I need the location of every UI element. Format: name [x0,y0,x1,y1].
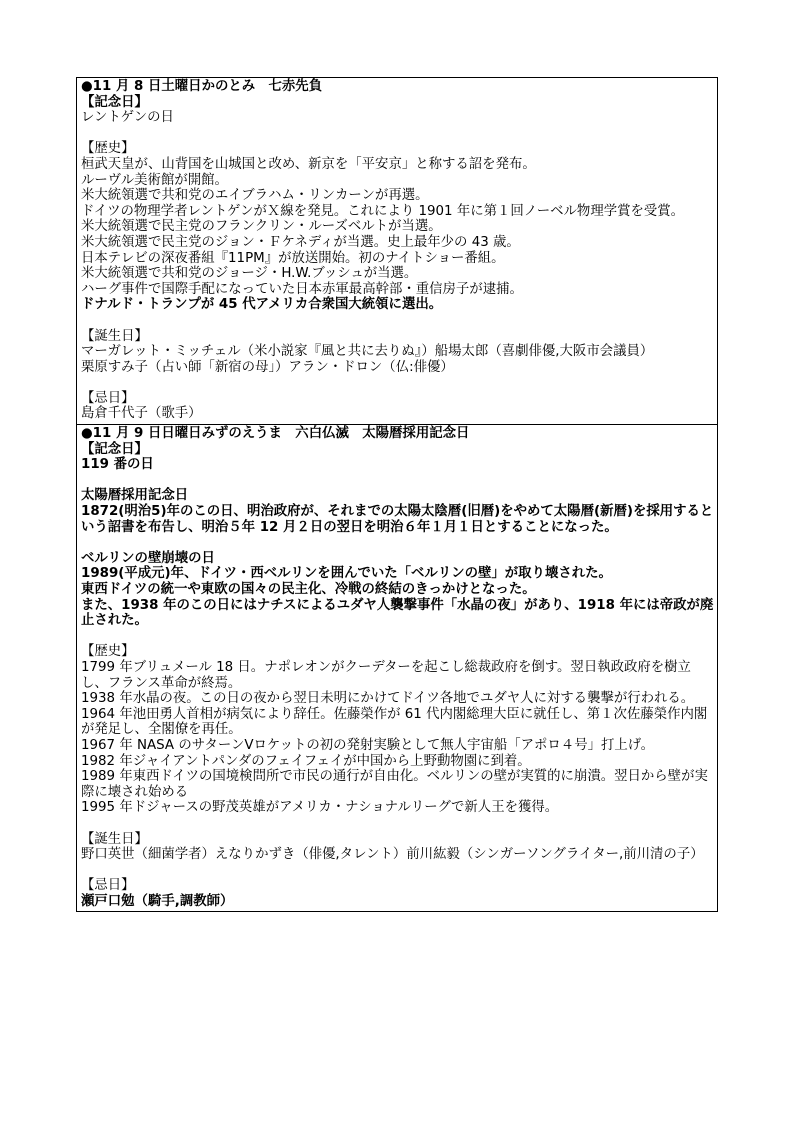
berlin-body: 東西ドイツの統一や東欧の国々の民主化、冷戦の終結のきっかけとなった。 [81,582,536,597]
rekishi-item: 桓武天皇が、山背国を山城国と改め、新京を「平安京」と称する詔を発布。 [81,156,536,172]
berlin-body: 1989(平成元)年、ドイツ・西ベルリンを囲んでいた「ベルリンの壁」が取り壊された。 [81,566,612,582]
tanjobi-item: 栗原すみ子（占い師「新宿の母」）アラン・ドロン（仏:俳優） [81,359,454,375]
kijitsu-item: 瀬戸口勉（騎手,調教師） [81,893,234,909]
kinenbi-item: 119 番の日 [81,457,154,473]
rekishi-item: ドイツの物理学者レントゲンがＸ線を発見。これにより 1901 年に第１回ノーベル物理学賞を受賞。 [81,203,685,219]
kinenbi-heading: 【記念日】 [81,94,148,110]
date-header: ●11 月 8 日土曜日かのとみ 七赤先負 [81,79,323,94]
rekishi-item: 1938 年水晶の夜。この日の夜から翌日未明にかけてドイツ各地でユダヤ人に対する襲撃が行われる。 [81,691,695,707]
entry-nov-8 [76,77,718,425]
rekishi-item: ルーヴル美術館が開館。 [81,172,228,188]
rekishi-item: 1964 年池田勇人首相が病気により辞任。佐藤榮作が 61 代内閣総理大臣に就任し、第１次佐藤榮作内閣が発足し、全閣僚を再任。 [81,706,708,738]
kijitsu-heading: 【忌日】 [81,878,135,894]
entry-nov-9 [76,425,718,912]
kijitsu-item: 島倉千代子（歌手） [81,406,202,422]
berlin-body: また、1938 年のこの日にはナチスによるユダヤ人襲撃事件「水晶の夜」があり、1918 年には帝政が廃止された。 [81,597,714,629]
date-header: ●11 月 9 日日曜日みずのえうま 六白仏滅 太陽暦採用記念日 [81,426,470,442]
rekishi-item: 1989 年東西ドイツの国境検問所で市民の通行が自由化。ベルリンの壁が実質的に崩潰。翌日から壁が実際に壊され始める [81,769,708,800]
tanjobi-heading: 【誕生日】 [81,328,148,344]
tanjobi-heading: 【誕生日】 [81,831,148,847]
rekishi-item: 1799 年ブリュメール 18 日。ナポレオンがクーデターを起こし総裁政府を倒す。翌日執政政府を樹立し、フランス革命が終焉。 [81,659,691,691]
almanac-table [76,77,718,912]
rekishi-item: 1982 年ジャイアントパンダのフェイフェイが中国から上野動物園に到着。 [81,753,531,769]
rekishi-item: ハーグ事件で国際手配になっていた日本赤軍最高幹部・重信房子が逮捕。 [81,281,523,297]
rekishi-heading: 【歴史】 [81,141,135,157]
rekishi-item: 米大統領選で共和党のジョージ・H.W.ブッシュが当選。 [81,266,418,282]
kijitsu-heading: 【忌日】 [81,390,135,406]
rekishi-item: 米大統領選で民主党のジョン・Ｆケネディが当選。史上最年少の 43 歳。 [81,234,520,250]
rekishi-item: 1995 年ドジャースの野茂英雄がアメリカ・ナショナルリーグで新人王を獲得。 [81,800,559,816]
rekishi-item: 日本テレビの深夜番組『11PM』が放送開始。初のナイトショー番組。 [81,250,505,266]
tanjobi-item: 野口英世（細菌学者）えなりかずき（俳優,タレント）前川紘毅（シンガーソングライター,前川清の子） [81,847,704,863]
taiyoreki-body: 1872(明治5)年のこの日、明治政府が、それまでの太陽太陰暦(旧暦)をやめて太陽暦(新暦)を採用するという詔書を布告し、明治５年 12 月２日の翌日を明治６年１月１日とすることになった。 [81,504,714,535]
rekishi-heading: 【歴史】 [81,644,135,660]
rekishi-item: 1967 年 NASA のサターンⅤロケットの初の発射実験として無人宇宙船「アポロ４号」打上げ。 [81,737,655,753]
rekishi-item: ドナルド・トランプが 45 代アメリカ合衆国大統領に選出。 [81,297,443,313]
tanjobi-item: マーガレット・ミッチェル（米小説家『風と共に去りぬ』）船場太郎（喜劇俳優,大阪市会議員） [81,344,654,360]
rekishi-item: 米大統領選で共和党のエイブラハム・リンカーンが再選。 [81,188,429,204]
rekishi-item: 米大統領選で民主党のフランクリン・ルーズベルトが当選。 [81,219,442,235]
kinenbi-heading: 【記念日】 [81,441,148,457]
taiyoreki-title: 太陽暦採用記念日 [81,488,189,504]
kinenbi-item: レントゲンの日 [81,110,174,126]
berlin-title: ベルリンの壁崩壊の日 [81,550,215,566]
